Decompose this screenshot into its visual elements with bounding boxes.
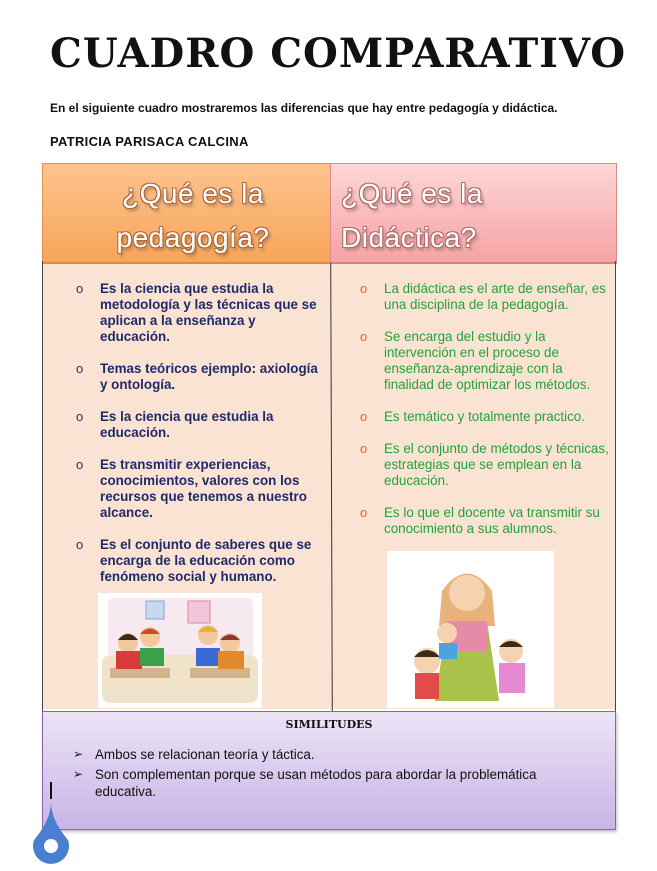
didactica-header — [330, 163, 617, 264]
bullet-icon: o — [360, 441, 368, 456]
similitudes-box — [42, 711, 616, 830]
table-border-left — [42, 261, 43, 711]
intro-text: En el siguiente cuadro mostraremos las diferencias que hay entre pedagogía y didáctica. — [50, 101, 558, 115]
list-item: o Se encarga del estudio y la intervención en el proceso de enseñanza-aprendizaje con la finalidad de optimizar los métodos. — [360, 329, 591, 392]
didactica-list — [360, 281, 610, 553]
list-item: o Es lo que el docente va transmitir su conocimiento a sus alumnos. — [360, 505, 600, 536]
list-item: o Temas teóricos ejemplo: axiología y ontología. — [76, 361, 318, 392]
arrow-bullet-icon: ➢ — [73, 747, 84, 761]
similitudes-title: SIMILITUDES — [285, 718, 373, 731]
list-item: o Es transmitir experiencias, conocimientos, valores con los recursos que tenemos a nuestro alcance. — [76, 457, 307, 520]
teacher-with-children-illustration — [387, 551, 554, 708]
text-cursor — [50, 782, 52, 799]
bullet-icon: o — [360, 505, 368, 520]
author-name: PATRICIA PARISACA CALCINA — [50, 134, 249, 149]
similitudes-list — [73, 746, 593, 803]
bullet-icon: o — [76, 457, 84, 472]
bullet-icon: o — [76, 409, 84, 424]
teacher-icon — [387, 551, 554, 708]
document-title: CUADRO COMPARATIVO — [50, 30, 627, 77]
pedagogia-list — [76, 281, 328, 601]
list-item: o La didáctica es el arte de enseñar, es una disciplina de la pedagogía. — [360, 281, 606, 312]
didactica-heading-line1: ¿Qué es la — [341, 178, 483, 209]
arrow-bullet-icon: ➢ — [73, 767, 84, 781]
water-drop-icon — [30, 800, 72, 866]
bullet-icon: o — [76, 361, 84, 376]
bullet-icon: o — [76, 537, 84, 552]
list-item: o Es temático y totalmente practico. — [360, 409, 585, 424]
pedagogia-heading — [103, 172, 283, 260]
children-reading-illustration — [98, 593, 262, 708]
pedagogia-header — [42, 163, 331, 264]
bullet-icon: o — [76, 281, 84, 296]
classroom-icon — [98, 593, 262, 708]
didactica-heading-line2: Didáctica? — [341, 222, 477, 253]
bullet-icon: o — [360, 409, 368, 424]
pedagogia-heading-line1: ¿Qué es la — [122, 178, 264, 209]
list-item: o Es la ciencia que estudia la educación. — [76, 409, 274, 440]
list-item: o Es el conjunto de métodos y técnicas, estrategias que se emplean en la educación. — [360, 441, 609, 488]
pedagogia-heading-line2: pedagogía? — [116, 222, 270, 253]
table-border-right — [615, 261, 616, 711]
list-item: ➢ Son complementan porque se usan métodos para abordar la problemática educativa. — [73, 767, 537, 799]
list-item: ➢ Ambos se relacionan teoría y táctica. — [73, 747, 315, 762]
bullet-icon: o — [360, 329, 368, 344]
list-item: o Es la ciencia que estudia la metodología y las técnicas que se aplican a la enseñanza y educación. — [76, 281, 317, 344]
bullet-icon: o — [360, 281, 368, 296]
list-item: o Es el conjunto de saberes que se encarga de la educación como fenómeno social y humano. — [76, 537, 312, 584]
didactica-heading — [341, 172, 483, 260]
